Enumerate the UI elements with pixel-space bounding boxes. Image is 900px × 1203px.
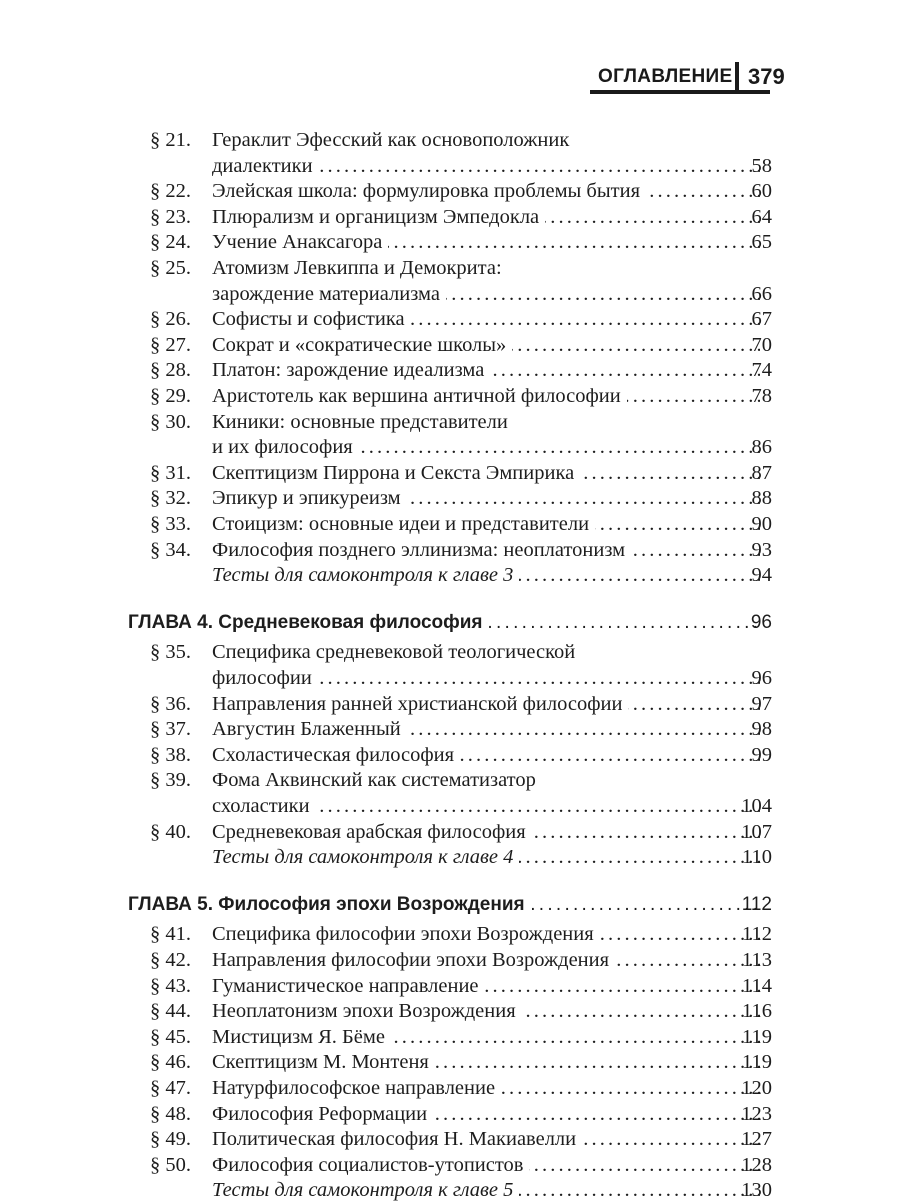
toc-entry — [0, 947, 900, 973]
toc-entry — [0, 127, 900, 153]
toc-entry — [0, 255, 900, 281]
entry-title: Аристотель как вершина античной философии — [212, 385, 627, 407]
section-number: § 25. — [150, 257, 191, 279]
section-number: § 29. — [150, 385, 191, 407]
entry-title: Схоластическая философия — [212, 744, 460, 766]
toc-entry — [0, 434, 900, 460]
entry-title: философии — [212, 667, 318, 689]
section-number: § 36. — [150, 692, 191, 715]
toc-entry — [0, 409, 900, 435]
toc-entry — [0, 665, 900, 691]
page-number: 113 — [742, 949, 772, 971]
entry-title: Философия позднего эллинизма: неоплатонизм — [212, 539, 631, 561]
entry-title: Гераклит Эфесский как основоположник — [212, 129, 575, 151]
entry-title: Мистицизм Я. Бёме — [212, 1026, 391, 1048]
toc-entry — [0, 537, 900, 563]
page-number: 60 — [751, 180, 772, 203]
page-number: 64 — [751, 205, 772, 228]
page-number: 78 — [751, 385, 772, 407]
page-number: 99 — [751, 743, 772, 766]
toc-entry — [0, 281, 900, 307]
toc-entry — [0, 357, 900, 383]
page-number: 94 — [751, 564, 772, 587]
toc-entry — [0, 793, 900, 819]
entry-title: Учение Анаксагора — [212, 231, 388, 253]
toc-entry — [0, 153, 900, 179]
page-number: 93 — [751, 538, 772, 561]
toc-entry — [0, 204, 900, 230]
section-number: § 34. — [150, 538, 191, 561]
entry-title: Тесты для самоконтроля к главе 5 — [212, 1179, 519, 1201]
self-test-entry — [0, 562, 900, 588]
section-number: § 32. — [150, 487, 191, 510]
page-number: 70 — [751, 333, 772, 356]
toc-entry — [0, 306, 900, 332]
entry-title: Фома Аквинский как систематизатор — [212, 769, 542, 791]
entry-title: Скептицизм М. Монтеня — [212, 1051, 435, 1073]
page-number: 96 — [751, 667, 772, 689]
toc-entry — [0, 998, 900, 1024]
page-number: 58 — [751, 154, 772, 177]
entry-title: Скептицизм Пиррона и Секста Эмпирика — [212, 462, 580, 484]
chapter-heading — [0, 892, 900, 918]
entry-title: Натурфилософское направление — [212, 1077, 501, 1099]
section-number: § 48. — [150, 1102, 191, 1125]
entry-title: Философия Реформации — [212, 1103, 433, 1125]
page-number: 114 — [742, 974, 772, 997]
section-number: § 47. — [150, 1077, 191, 1099]
section-number: § 41. — [150, 923, 191, 946]
page-number: 87 — [751, 461, 772, 484]
page-number: 67 — [751, 308, 772, 331]
self-test-entry — [0, 1177, 900, 1203]
header-divider — [735, 62, 739, 93]
page-number: 66 — [751, 282, 772, 305]
self-test-entry — [0, 844, 900, 870]
toc-entry — [0, 716, 900, 742]
entry-title: Политическая философия Н. Макиавелли — [212, 1128, 582, 1150]
entry-title: ГЛАВА 5. Философия эпохи Возрождения — [128, 894, 531, 915]
page-number: 97 — [751, 692, 772, 715]
toc-entry — [0, 1049, 900, 1075]
page-number: 88 — [751, 487, 772, 510]
page-number: 86 — [751, 436, 772, 459]
page-number: 98 — [751, 718, 772, 741]
entry-title: диалектики — [212, 155, 319, 177]
page-number: 90 — [751, 513, 772, 535]
toc-entry — [0, 383, 900, 409]
entry-title: Направления философии эпохи Возрождения — [212, 949, 615, 971]
entry-title: схоластики — [212, 795, 316, 817]
entry-title: Направления ранней христианской философии — [212, 693, 628, 715]
section-number: § 50. — [150, 1153, 191, 1176]
entry-title: Августин Блаженный — [212, 718, 407, 740]
page-number: 74 — [751, 359, 772, 382]
toc-entry — [0, 639, 900, 665]
toc-entry — [0, 973, 900, 999]
toc-entry — [0, 1024, 900, 1050]
page-number: 96 — [750, 611, 772, 633]
header-rule — [590, 90, 770, 94]
section-number: § 49. — [150, 1128, 191, 1151]
page-number: 120 — [741, 1077, 772, 1099]
page-number: 119 — [742, 1025, 772, 1048]
toc-entry — [0, 819, 900, 845]
toc-entry — [0, 485, 900, 511]
section-number: § 31. — [150, 461, 191, 484]
entry-title: Неоплатонизм эпохи Возрождения — [212, 1000, 522, 1022]
entry-title: зарождение материализма — [212, 283, 446, 305]
page-number: 112 — [741, 893, 772, 915]
entry-title: Сократ и «сократические школы» — [212, 334, 512, 356]
section-number: § 33. — [150, 513, 191, 535]
entry-title: ГЛАВА 4. Средневековая философия — [128, 612, 489, 633]
page-number: 107 — [741, 820, 772, 843]
section-number: § 42. — [150, 949, 191, 971]
entry-title: Специфика философии эпохи Возрождения — [212, 923, 600, 945]
entry-title: Философия социалистов-утопистов — [212, 1154, 529, 1176]
entry-title: Тесты для самоконтроля к главе 3 — [212, 564, 519, 586]
section-number: § 35. — [150, 641, 191, 664]
toc-entry — [0, 511, 900, 537]
page-number: 116 — [742, 1000, 772, 1023]
running-header — [590, 52, 785, 94]
toc-entry — [0, 1126, 900, 1152]
section-number: § 40. — [150, 820, 191, 843]
section-number: § 27. — [150, 333, 191, 356]
entry-title: и их философия — [212, 436, 359, 458]
section-number: § 21. — [150, 129, 191, 151]
section-number: § 46. — [150, 1051, 191, 1074]
toc-entry — [0, 742, 900, 768]
entry-title: Средневековая арабская философия — [212, 821, 532, 843]
entry-title: Софисты и софистика — [212, 308, 411, 330]
section-number: § 22. — [150, 180, 191, 203]
entry-title: Элейская школа: формулировка проблемы бытия — [212, 180, 646, 202]
page-number: 65 — [751, 231, 772, 254]
page-number: 130 — [741, 1179, 772, 1202]
toc-entry — [0, 767, 900, 793]
toc-entry — [0, 229, 900, 255]
toc-entry — [0, 921, 900, 947]
section-number: § 44. — [150, 1000, 191, 1023]
entry-title: Тесты для самоконтроля к главе 4 — [212, 846, 519, 868]
section-number: § 45. — [150, 1025, 191, 1048]
section-number: § 30. — [150, 410, 191, 433]
page-number: 123 — [741, 1102, 772, 1125]
section-number: § 26. — [150, 308, 191, 331]
entry-title: Стоицизм: основные идеи и представители — [212, 513, 595, 535]
toc-entry — [0, 691, 900, 717]
entry-title: Платон: зарождение идеализма — [212, 359, 490, 381]
header-page-number: 379 — [748, 64, 785, 89]
section-number: § 38. — [150, 743, 191, 766]
section-number: § 43. — [150, 974, 191, 997]
page-number: 128 — [741, 1153, 772, 1176]
page-number: 110 — [742, 846, 772, 869]
entry-title: Специфика средневековой теологической — [212, 641, 581, 663]
entry-title: Гуманистическое направление — [212, 975, 485, 997]
toc-entry — [0, 1152, 900, 1178]
entry-title: Киники: основные представители — [212, 411, 514, 433]
toc-entry — [0, 1075, 900, 1101]
entry-title: Эпикур и эпикуреизм — [212, 487, 407, 509]
header-title: ОГЛАВЛЕНИЕ — [598, 66, 733, 87]
section-number: § 28. — [150, 359, 191, 382]
chapter-heading — [0, 610, 900, 636]
page-number: 119 — [742, 1051, 772, 1074]
section-number: § 39. — [150, 769, 191, 792]
section-number: § 37. — [150, 718, 191, 741]
section-number: § 24. — [150, 231, 191, 254]
toc-entry — [0, 460, 900, 486]
page-number: 112 — [742, 923, 772, 946]
toc-entry — [0, 178, 900, 204]
entry-title: Атомизм Левкиппа и Демокрита: — [212, 257, 508, 279]
toc-entry — [0, 1101, 900, 1127]
section-number: § 23. — [150, 205, 191, 228]
toc-entry — [0, 332, 900, 358]
page-number: 127 — [741, 1128, 772, 1151]
entry-title: Плюрализм и органицизм Эмпедокла — [212, 206, 545, 228]
page-number: 104 — [741, 795, 772, 817]
